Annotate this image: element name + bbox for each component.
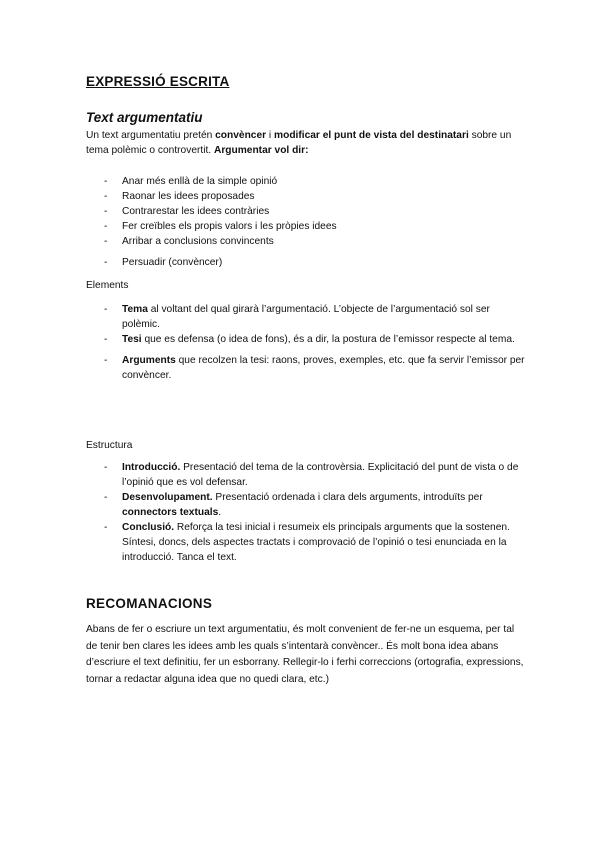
bullet-dash: - — [104, 257, 108, 268]
elements-list — [86, 302, 526, 383]
term-desenvolupament-text: Presentació ordenada i clara dels arguments, introduïts per — [212, 492, 483, 503]
elements-label: Elements — [86, 280, 129, 291]
term-connectors: connectors textuals — [122, 507, 219, 518]
estructura-list — [86, 460, 526, 565]
intro-paragraph — [86, 128, 526, 158]
list-item — [86, 234, 526, 249]
list-item-text: Arribar a conclusions convincents — [122, 236, 274, 247]
intro-bold-1: convèncer — [215, 130, 267, 141]
argumentar-list — [86, 174, 526, 270]
bullet-dash: - — [104, 191, 108, 202]
section-heading-text-argumentatiu: Text argumentatiu — [86, 110, 203, 125]
list-item-text: Anar més enllà de la simple opinió — [122, 176, 278, 187]
term-introduccio: Introducció. — [122, 462, 181, 473]
term-tesi-text: que es defensa (o idea de fons), és a dir, la postura de l’emissor respecte al tema. — [141, 334, 515, 345]
list-item — [86, 460, 526, 490]
list-item — [86, 490, 526, 520]
term-tesi: Tesi — [122, 334, 142, 345]
bullet-dash: - — [104, 355, 108, 366]
bullet-dash: - — [104, 221, 108, 232]
list-item — [86, 302, 526, 332]
list-item-text: Raonar les idees proposades — [122, 191, 255, 202]
list-item — [86, 189, 526, 204]
recomanacions-paragraph: Abans de fer o escriure un text argumentatiu, és molt convenient de fer-ne un esquema, per tal de tenir ben clares les idees amb les quals s’intentarà convèncer.. És molt bona idea abans d’escriure el text definitiu, fer un esborrany. Rellegir-lo i ferhi correccions (ortografia, expressions, tornar a redactar alguna idea que no quedi clara, etc.) — [86, 624, 524, 685]
intro-bold-2: modificar el punt de vista del destinatari — [274, 130, 469, 141]
list-item — [86, 332, 526, 347]
bullet-dash: - — [104, 236, 108, 247]
term-conclusio-text: Reforça la tesi inicial i resumeix els principals arguments que la sostenen. Síntesi, doncs, dels aspectes tractats i comprovació de l’opinió o tesi enunciada en la introducció. Tanca el text. — [122, 522, 510, 563]
term-conclusio: Conclusió. — [122, 522, 175, 533]
intro-bold-3: Argumentar vol dir: — [213, 145, 309, 156]
bullet-dash: - — [104, 334, 108, 345]
list-item-text: Contrarestar les idees contràries — [122, 206, 270, 217]
term-desenvolupament: Desenvolupament. — [122, 492, 213, 503]
list-item — [86, 219, 526, 234]
list-item-text: Fer creïbles els propis valors i les pròpies idees — [122, 221, 337, 232]
list-item — [86, 174, 526, 189]
list-item — [86, 255, 526, 270]
estructura-label: Estructura — [86, 440, 133, 451]
bullet-dash: - — [104, 492, 108, 503]
bullet-dash: - — [104, 522, 108, 533]
recomanacions-heading: RECOMANACIONS — [86, 596, 213, 611]
list-item — [86, 353, 526, 383]
intro-text-1: Un text argumentatiu pretén — [86, 130, 216, 141]
list-item — [86, 520, 526, 565]
term-connectors-text: . — [218, 507, 222, 518]
term-arguments-text: que recolzen la tesi: raons, proves, exemples, etc. que fa servir l’emissor per convèncer. — [122, 355, 525, 381]
term-tema: Tema — [122, 304, 148, 315]
term-tema-text: al voltant del qual girarà l’argumentació. L’objecte de l’argumentació sol ser polèmic. — [122, 304, 490, 330]
list-item — [86, 204, 526, 219]
term-introduccio-text: Presentació del tema de la controvèrsia. Explicitació del punt de vista o de l’opinió que es vol defensar. — [122, 462, 519, 488]
list-item-text: Persuadir (convèncer) — [122, 257, 223, 268]
bullet-dash: - — [104, 206, 108, 217]
term-arguments: Arguments — [122, 355, 176, 366]
intro-text-3: sobre un tema polèmic o controvertit. — [86, 130, 512, 156]
page-title: EXPRESSIÓ ESCRITA — [86, 74, 230, 89]
intro-text-2: i — [266, 130, 275, 141]
bullet-dash: - — [104, 462, 108, 473]
bullet-dash: - — [104, 304, 108, 315]
bullet-dash: - — [104, 176, 108, 187]
